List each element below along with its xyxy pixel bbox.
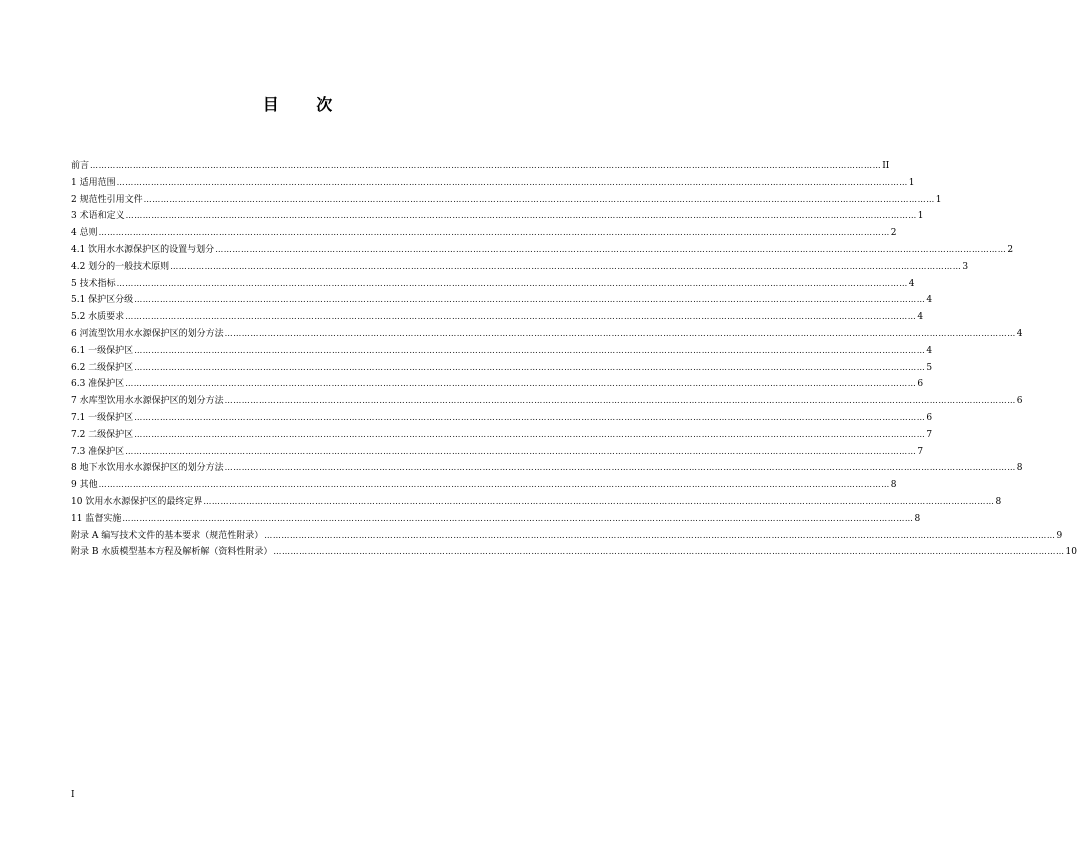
toc-entry-label: 6.1 一级保护区 <box>71 345 134 356</box>
toc-entry-page-number: 2 <box>890 228 897 239</box>
toc-entry[interactable] <box>71 494 1002 511</box>
toc-entry-label: 11 监督实施 <box>71 513 122 524</box>
toc-dot-leader: …………………………………………………………………………………………………………………………………………………………………………………………………………………………………………………… <box>170 261 962 271</box>
toc-entry[interactable] <box>71 460 1023 477</box>
toc-entry-label: 附录 A 编写技术文件的基本要求（规范性附录） <box>71 530 264 541</box>
toc-dot-leader: …………………………………………………………………………………………………………………………………………………………………………………………………………………………………………………… <box>264 530 1056 540</box>
toc-entry[interactable] <box>71 175 915 192</box>
toc-entry-page-number: 5 <box>926 362 933 373</box>
toc-entry-label: 7.2 二级保护区 <box>71 429 134 440</box>
toc-entry[interactable] <box>71 410 933 427</box>
toc-entry[interactable] <box>71 292 933 309</box>
toc-entry-page-number: 4 <box>926 295 933 306</box>
page-title: 目 次 <box>262 95 349 114</box>
toc-entry-label: 7.3 准保护区 <box>71 446 125 457</box>
toc-entry-label: 9 其他 <box>71 480 98 491</box>
toc-entry-page-number: 4 <box>908 278 915 289</box>
toc-dot-leader: …………………………………………………………………………………………………………………………………………………………………………………………………………………………………………………… <box>134 429 926 439</box>
toc-dot-leader: …………………………………………………………………………………………………………………………………………………………………………………………………………………………………………………… <box>215 244 1007 254</box>
toc-entry[interactable] <box>71 208 924 225</box>
toc-entry[interactable] <box>71 427 933 444</box>
toc-entry-label: 6.3 准保护区 <box>71 379 125 390</box>
toc-dot-leader: …………………………………………………………………………………………………………………………………………………………………………………………………………………………………………………… <box>203 496 995 506</box>
toc-entry-page-number: 10 <box>1065 547 1077 558</box>
toc-entry-page-number: 8 <box>914 513 921 524</box>
toc-entry[interactable] <box>71 376 924 393</box>
toc-entry[interactable] <box>71 544 1077 561</box>
toc-entry[interactable] <box>71 192 942 209</box>
toc-entry-label: 4.2 划分的一般技术原则 <box>71 261 170 272</box>
toc-dot-leader: …………………………………………………………………………………………………………………………………………………………………………………………………………………………………………………… <box>224 328 1016 338</box>
toc-dot-leader: …………………………………………………………………………………………………………………………………………………………………………………………………………………………………………………… <box>125 211 917 221</box>
toc-entry[interactable] <box>71 528 1063 545</box>
toc-entry-label: 3 术语和定义 <box>71 211 125 222</box>
toc-entry-label: 5 技术指标 <box>71 278 116 289</box>
toc-dot-leader: …………………………………………………………………………………………………………………………………………………………………………………………………………………………………………………… <box>116 278 908 288</box>
toc-dot-leader: …………………………………………………………………………………………………………………………………………………………………………………………………………………………………………………… <box>134 412 926 422</box>
toc-entry-label: 7.1 一级保护区 <box>71 412 134 423</box>
toc-entry-page-number: 1 <box>908 177 915 188</box>
toc-entry-page-number: 2 <box>1007 244 1014 255</box>
toc-entry[interactable] <box>71 511 921 528</box>
toc-entry-label: 5.1 保护区分级 <box>71 295 134 306</box>
toc-dot-leader: …………………………………………………………………………………………………………………………………………………………………………………………………………………………………………………… <box>125 446 917 456</box>
toc-entry-label: 4.1 饮用水水源保护区的设置与划分 <box>71 244 215 255</box>
toc-entry-page-number: 8 <box>995 496 1002 507</box>
toc-entry-label: 2 规范性引用文件 <box>71 194 143 205</box>
toc-entry-page-number: 6 <box>926 412 933 423</box>
toc-entry[interactable] <box>71 158 890 175</box>
table-of-contents <box>71 158 1077 561</box>
toc-entry-label: 附录 B 水质模型基本方程及解析解（资料性附录） <box>71 547 273 558</box>
toc-entry-label: 7 水库型饮用水水源保护区的划分方法 <box>71 396 224 407</box>
toc-entry-page-number: 3 <box>962 261 969 272</box>
toc-dot-leader: …………………………………………………………………………………………………………………………………………………………………………………………………………………………………………………… <box>134 295 926 305</box>
toc-entry[interactable] <box>71 343 933 360</box>
toc-entry[interactable] <box>71 393 1023 410</box>
toc-dot-leader: …………………………………………………………………………………………………………………………………………………………………………………………………………………………………………………… <box>122 513 914 523</box>
toc-entry[interactable] <box>71 242 1014 259</box>
toc-dot-leader: …………………………………………………………………………………………………………………………………………………………………………………………………………………………………………………… <box>125 312 917 322</box>
toc-entry[interactable] <box>71 477 897 494</box>
toc-entry[interactable] <box>71 225 897 242</box>
toc-dot-leader: …………………………………………………………………………………………………………………………………………………………………………………………………………………………………………………… <box>273 547 1065 557</box>
toc-entry-page-number: 7 <box>917 446 924 457</box>
toc-entry[interactable] <box>71 360 933 377</box>
toc-entry-label: 6.2 二级保护区 <box>71 362 134 373</box>
toc-entry[interactable] <box>71 276 915 293</box>
toc-entry-label: 6 河流型饮用水水源保护区的划分方法 <box>71 328 224 339</box>
toc-entry-label: 前言 <box>71 161 90 171</box>
toc-entry-label: 10 饮用水水源保护区的最终定界 <box>71 496 203 507</box>
toc-dot-leader: …………………………………………………………………………………………………………………………………………………………………………………………………………………………………………………… <box>224 463 1016 473</box>
toc-entry-label: 1 适用范围 <box>71 177 116 188</box>
toc-dot-leader: …………………………………………………………………………………………………………………………………………………………………………………………………………………………………………………… <box>98 480 890 490</box>
toc-dot-leader: …………………………………………………………………………………………………………………………………………………………………………………………………………………………………………………… <box>224 396 1016 406</box>
toc-entry-label: 8 地下水饮用水水源保护区的划分方法 <box>71 463 224 474</box>
toc-entry-page-number: 7 <box>926 429 933 440</box>
toc-entry[interactable] <box>71 309 924 326</box>
toc-dot-leader: …………………………………………………………………………………………………………………………………………………………………………………………………………………………………………………… <box>134 362 926 372</box>
toc-entry-page-number: 4 <box>917 312 924 323</box>
toc-entry-page-number: 8 <box>890 480 897 491</box>
toc-entry-page-number: 1 <box>917 211 924 222</box>
toc-dot-leader: …………………………………………………………………………………………………………………………………………………………………………………………………………………………………………………… <box>98 228 890 238</box>
toc-entry-label: 4 总则 <box>71 228 98 239</box>
toc-dot-leader: …………………………………………………………………………………………………………………………………………………………………………………………………………………………………………………… <box>134 345 926 355</box>
toc-dot-leader: …………………………………………………………………………………………………………………………………………………………………………………………………………………………………………………… <box>116 177 908 187</box>
toc-entry-page-number: 8 <box>1016 463 1023 474</box>
toc-entry-label: 5.2 水质要求 <box>71 312 125 323</box>
toc-entry-page-number: 6 <box>1016 396 1023 407</box>
page-number: I <box>71 790 75 800</box>
toc-entry[interactable] <box>71 259 969 276</box>
toc-entry[interactable] <box>71 326 1023 343</box>
toc-entry-page-number: 4 <box>1016 328 1023 339</box>
toc-dot-leader: …………………………………………………………………………………………………………………………………………………………………………………………………………………………………………………… <box>143 194 935 204</box>
toc-entry-page-number: II <box>882 161 890 171</box>
toc-entry-page-number: 4 <box>926 345 933 356</box>
toc-entry[interactable] <box>71 444 924 461</box>
toc-entry-page-number: 6 <box>917 379 924 390</box>
toc-entry-page-number: 9 <box>1056 530 1063 541</box>
toc-entry-page-number: 1 <box>935 194 942 205</box>
toc-dot-leader: …………………………………………………………………………………………………………………………………………………………………………………………………………………………………………………… <box>125 379 917 389</box>
toc-dot-leader: …………………………………………………………………………………………………………………………………………………………………………………………………………………………………………………… <box>90 161 882 170</box>
